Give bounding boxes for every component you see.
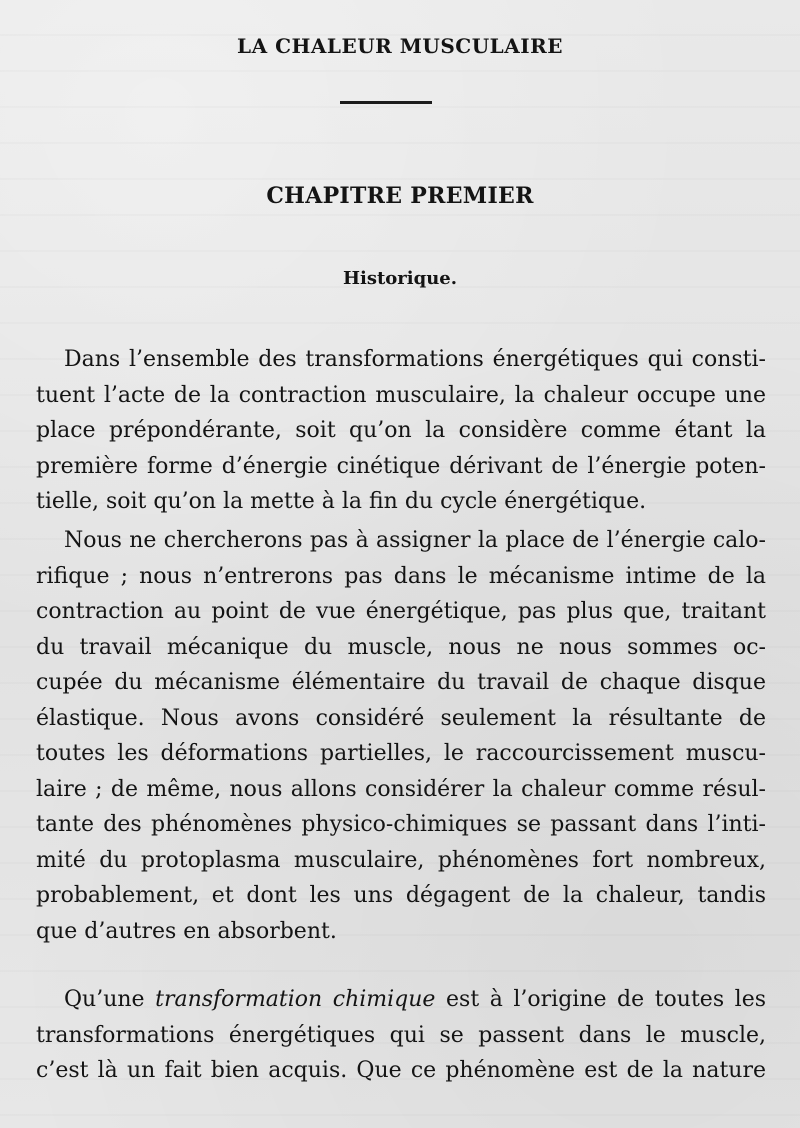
paragraph-1 [36,342,766,520]
paragraph-line: tante des phénomènes physico-chimiques se passant dans l’inti- [36,812,766,837]
paragraph-line: mité du protoplasma musculaire, phénomènes fort nombreux, [36,847,766,873]
paragraph-line: probablement, et dont les uns dégagent de la chaleur, tandis [36,883,766,908]
running-title: LA CHALEUR MUSCULAIRE [237,34,563,58]
paragraph-line: c’est là un fait bien acquis. Que ce phénomène est de la nature [36,1058,766,1083]
paragraph-text: Qu’une [64,987,156,1012]
paragraph-line: toutes les déformations partielles, le raccourcissement muscu- [36,741,766,766]
paragraph-line: tuent l’acte de la contraction musculaire, la chaleur occupe une [36,382,766,408]
paragraph-2 [36,523,766,949]
paragraph-line: rifique ; nous n’entrerons pas dans le mécanisme intime de la [36,563,766,589]
paragraph-line: première forme d’énergie cinétique dérivant de l’énergie poten- [36,453,766,479]
chapter-title: CHAPITRE PREMIER [266,183,534,209]
section-title: Historique. [342,268,457,289]
paragraph-line: place prépondérante, soit qu’on la considère comme étant la [36,418,766,443]
paragraph-line: transformations énergétiques qui se passent dans le muscle, [36,1022,766,1048]
paragraph-line: élastique. Nous avons considéré seulement la résultante de [36,705,766,731]
title-rule [340,101,432,104]
paragraph-line: Dans l’ensemble des transformations énergétiques qui consti- [64,347,766,372]
paragraph-line: tielle, soit qu’on la mette à la fin du cycle énergétique. [36,489,647,514]
paragraph-line: contraction au point de vue énergétique, pas plus que, traitant [36,599,766,624]
paragraph-line: du travail mécanique du muscle, nous ne nous sommes oc- [36,634,766,660]
paragraph-3 [36,982,766,1089]
italic-term: transformation chimique [155,987,436,1012]
paragraph-line: cupée du mécanisme élémentaire du travail de chaque disque [36,670,766,695]
paragraph-text: est à l’origine de toutes les [435,987,766,1012]
paragraph-line: Nous ne chercherons pas à assigner la place de l’énergie calo- [64,528,766,553]
paragraph-line: que d’autres en absorbent. [36,918,337,944]
paragraph-line: laire ; de même, nous allons considérer la chaleur comme résul- [36,776,766,802]
paragraph-line [36,982,766,1018]
